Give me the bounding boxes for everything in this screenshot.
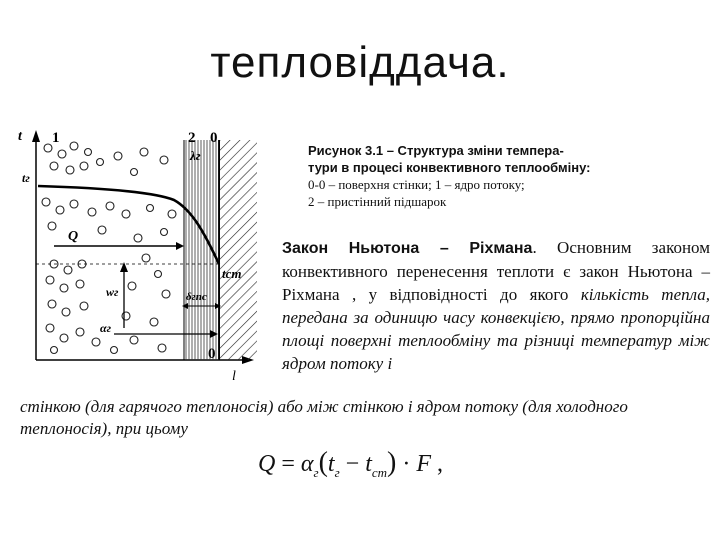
formula-minus: − [339,451,366,477]
caption-line4: 2 – пристінний підшарок [308,194,447,209]
formula-alpha-sub: г [313,465,319,480]
label-t: t [18,129,22,144]
label-zone0-bottom: 0 [208,346,216,362]
caption-line3: 0-0 – поверхня стінки; 1 – ядро потоку; [308,177,525,192]
formula-f: F [416,451,432,477]
label-q: Q [68,229,79,244]
formula-lparen: ( [318,447,328,478]
law-italic: кількість тепла, передана за одиницю часу конвекцією, прямо пропорційна площі поверхні теплообміну та різниці температур між ядром потоку і [282,285,710,373]
formula-eq: = [275,451,301,477]
label-zone2: 2 [188,130,196,146]
caption-head: Рисунок 3.1 – Структура зміни темпера- [308,143,564,158]
label-lambda: λг [190,148,201,163]
label-w: wг [106,285,119,299]
formula-lhs: Q [258,451,276,477]
formula-comma: , [431,451,444,477]
formula-rparen: ) [387,447,397,478]
label-t-wall: tст [222,266,242,281]
caption-line2: тури в процесі конвективного теплообміну: [308,160,591,175]
formula-t1: t [327,451,335,477]
law-paragraph [282,236,710,375]
formula-t2: t [365,451,372,477]
law-text1: . Основним законом конвективного перенесення теплоти є закон Ньютона – Ріхмана [282,238,710,304]
heat-transfer-figure [14,128,274,388]
law-text2: , у відповідності до якого [351,285,569,304]
label-zone1: 1 [52,130,60,146]
law-name: Закон Ньютона – Ріхмана [282,240,533,257]
formula-alpha: α [300,451,314,477]
label-delta: δгпс [186,291,207,303]
label-zone0-top: 0 [210,130,218,146]
label-t-core: tг [22,171,30,185]
wall [219,140,257,360]
newton-richmann-formula [258,447,443,481]
continuation-text: стінкою (для гарячого теплоносія) або між стінкою і ядром потоку (для холодного теплоносія), при цьому [20,397,628,438]
t-axis-arrow [32,130,40,142]
label-alpha: αг [100,321,112,335]
formula-t2-sub: ст [371,465,388,480]
formula-t1-sub: г [334,465,340,480]
slide-title: тепловіддача. [210,38,510,87]
formula-dot: · [396,451,417,477]
label-l: l [232,369,236,384]
figure-caption [308,142,710,210]
boundary-layer [184,140,219,360]
